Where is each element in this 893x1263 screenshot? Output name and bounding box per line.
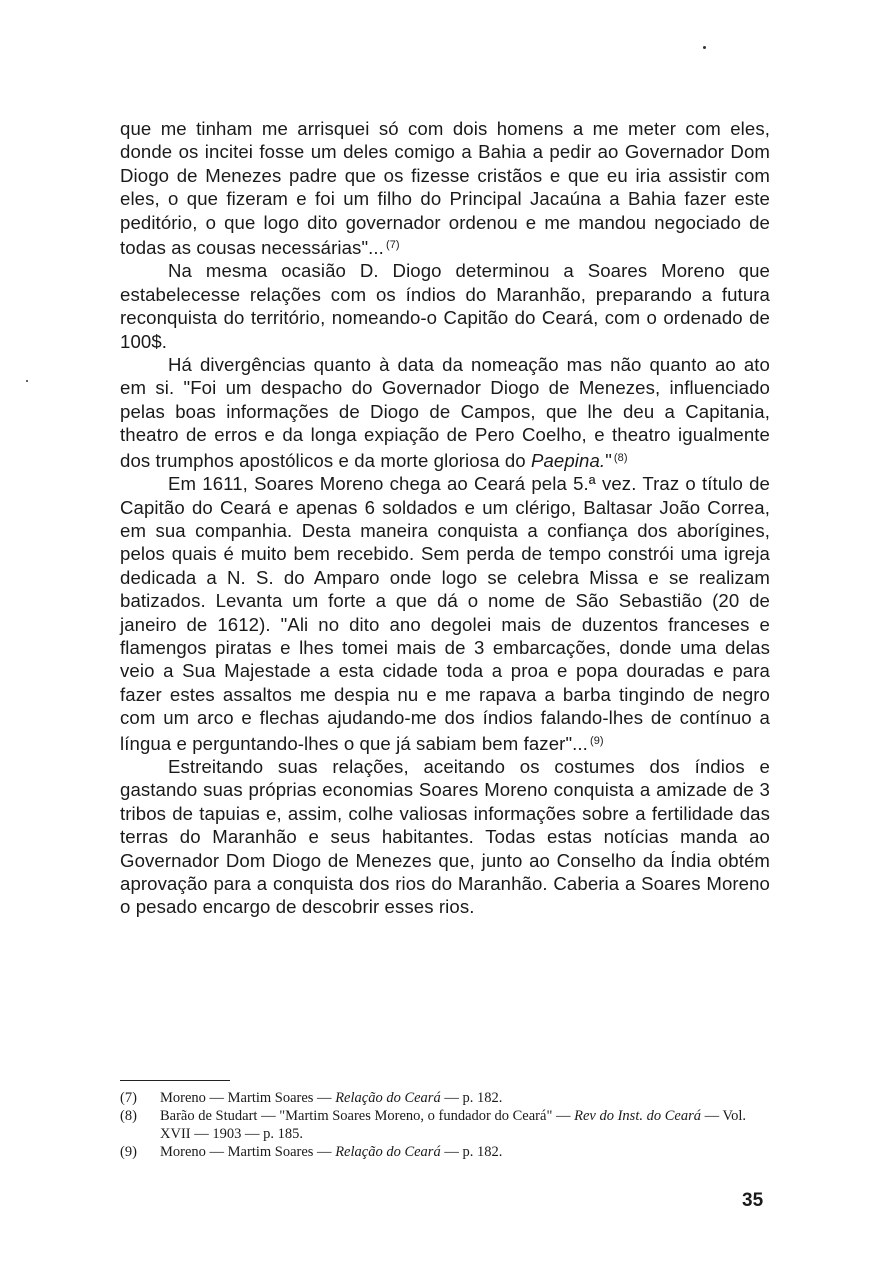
main-text (120, 117, 770, 919)
footnote-author: Barão de Studart — "Martim Soares Moreno, o fundador do Ceará" — (160, 1108, 575, 1124)
footnote-page: — p. 182. (440, 1090, 503, 1106)
paragraph (120, 353, 770, 472)
footnote (120, 1143, 770, 1161)
print-speck (26, 380, 28, 382)
page-number: 35 (742, 1190, 764, 1211)
print-speck (703, 46, 706, 49)
footnote-text (160, 1143, 770, 1161)
footnote-ref: (9) (589, 734, 604, 747)
footnote-text (160, 1107, 770, 1143)
footnote-ref: (8) (613, 451, 628, 464)
italic-name: Paepina. (530, 449, 606, 471)
paragraph-text: Há divergências quanto à data da nomeação mas não quanto ao ato em si. "Foi um despacho do Governador Diogo de Menezes, influenciado pelas boas informações de Diogo de Campos, que lhe deu a Capitania, theatro de erros e da longa expiação de Pero Coelho, e theatro igualmente dos trumphos apostólicos e da morte gloriosa do (120, 354, 770, 471)
footnote-author: Moreno — Martim Soares — (160, 1144, 336, 1160)
footnote-number: (8) (120, 1108, 137, 1124)
footnote-author: Moreno — Martim Soares — (160, 1090, 336, 1106)
paragraph-text: que me tinham me arrisquei só com dois homens a me meter com eles, donde os incitei fosse um deles comigo a Bahia a pedir ao Governador Dom Diogo de Menezes padre que os fizesse cristãos e que eu iria assistir com eles, o que fizeram e foi um filho do Principal Jacaúna a Bahia fazer este peditório, o que logo dito governador ordenou e me mandou negociado de todas as cousas necessárias"... (120, 118, 770, 259)
paragraph (120, 259, 770, 353)
paragraph (120, 472, 770, 755)
footnote-title: Relação do Ceará (335, 1090, 441, 1106)
paragraph-text: Na mesma ocasião D. Diogo determinou a Soares Moreno que estabelecesse relações com os índios do Maranhão, preparando a futura reconquista do território, nomeando-o Capitão do Ceará, com o ordenado de 100$. (120, 260, 770, 352)
footnote-text (160, 1089, 770, 1107)
footnote-number: (9) (120, 1144, 137, 1160)
closing-quote: " (605, 449, 612, 471)
footnotes (120, 1080, 770, 1161)
footnote-title: Rev do Inst. do Ceará (574, 1108, 701, 1124)
footnote (120, 1089, 770, 1107)
footnote-page: — p. 182. (440, 1144, 503, 1160)
footnote-page: — Vol. XVII — 1903 — p. 185. (160, 1108, 746, 1142)
footnote-divider (120, 1080, 230, 1081)
footnote-ref: (7) (385, 239, 400, 252)
paragraph (120, 117, 770, 259)
paragraph-text: Em 1611, Soares Moreno chega ao Ceará pela 5.ª vez. Traz o título de Capitão do Ceará e apenas 6 soldados e um clérigo, Baltasar João Correa, em sua companhia. Desta maneira conquista a confiança dos aborígines, pelos quais é muito bem recebido. Sem perda de tempo constrói uma igreja dedicada a N. S. do Amparo onde logo se celebra Missa e se realizam batizados. Levanta um forte a que dá o nome de São Sebastião (20 de janeiro de 1612). "Ali no dito ano degolei mais de duzentos franceses e flamengos piratas e lhes tomei mais de 3 embarcações, donde uma delas veio a Sua Majestade a esta cidade toda a proa e popa douradas e para fazer estes assaltos me despia nu e me rapava a barba tingindo de negro com um arco e flechas ajudando-me dos índios falando-lhes de contínuo a língua e perguntando-lhes o que já sabiam bem fazer"... (120, 473, 770, 754)
footnote-number: (7) (120, 1090, 137, 1106)
footnote (120, 1107, 770, 1143)
paragraph-text: Estreitando suas relações, aceitando os costumes dos índios e gastando suas próprias economias Soares Moreno conquista a amizade de 3 tribos de tapuias e, assim, colhe valiosas informações sobre a fertilidade das terras do Maranhão e seus habitantes. Todas estas notícias manda ao Governador Dom Diogo de Menezes que, junto ao Conselho da Índia obtém aprovação para a conquista dos rios do Maranhão. Caberia a Soares Moreno o pesado encargo de descobrir esses rios. (120, 755, 770, 918)
paragraph (120, 755, 770, 919)
footnote-title: Relação do Ceará (335, 1144, 441, 1160)
